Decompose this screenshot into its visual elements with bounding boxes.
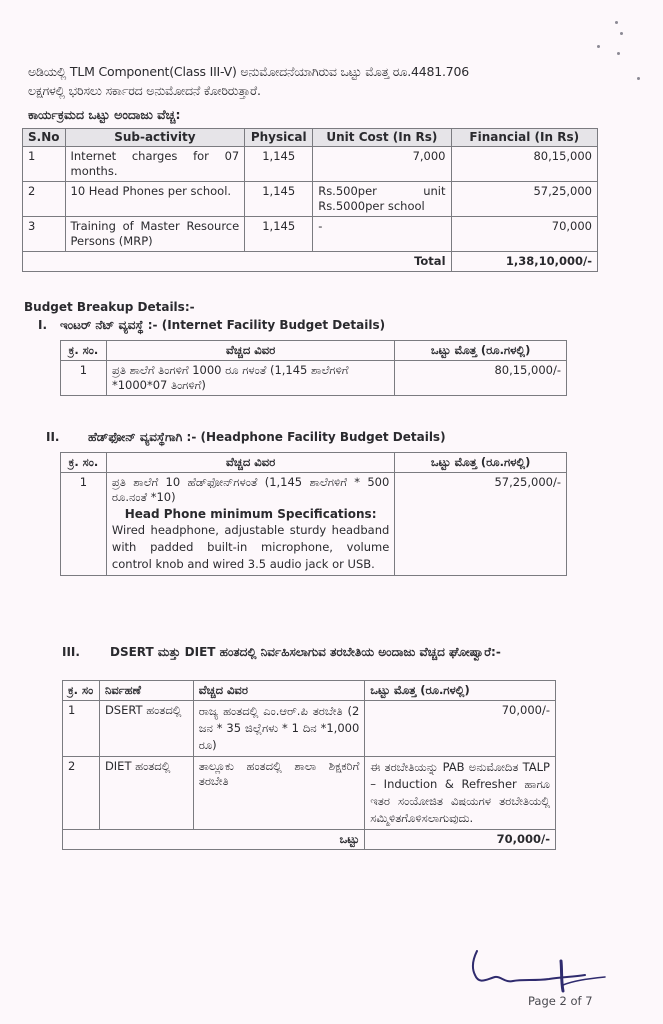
cell-amount: 70,000/- (365, 701, 556, 757)
training-header-row (63, 681, 556, 701)
cell-sno: 1 (63, 701, 100, 757)
table-row (63, 701, 556, 757)
table-row (23, 147, 598, 182)
cell-physical: 1,145 (245, 217, 313, 252)
total-label: Total (23, 252, 452, 272)
col-header-sub-activity: Sub-activity (65, 129, 245, 147)
table-row (23, 182, 598, 217)
page-number: Page 2 of 7 (528, 994, 593, 1008)
summary-table (22, 128, 598, 272)
col-header-amount: ಒಟ್ಟು ಮೊತ್ತ (ರೂ.ಗಳಲ್ಲಿ) (395, 453, 567, 473)
table-row (61, 473, 567, 576)
headphone-header-row (61, 453, 567, 473)
spec-title: Head Phone minimum Specifications: (124, 507, 377, 521)
table-row (61, 361, 567, 396)
section-ii-title: ಹೆಡ್‌ಫೋನ್ ವ್ಯವಸ್ಥೆಗಾಗಿ :- (Headphone Facility Budget Details) (88, 430, 446, 444)
cell-amount: 80,15,000/- (395, 361, 567, 396)
headphone-budget-table (60, 452, 567, 576)
table-row (23, 217, 598, 252)
section-i-numeral: I. (38, 318, 48, 332)
cell-agency: DSERT ಹಂತದಲ್ಲಿ (99, 701, 193, 757)
section-i-title: ಇಂಟರ್ ನೆಟ್ ವ್ಯವಸ್ಥೆ :- (Internet Facility Budget Details) (60, 318, 386, 332)
cell-sno: 1 (61, 361, 107, 396)
cell-detail: ಪ್ರತಿ ಶಾಲೆಗೆ ತಿಂಗಳಿಗೆ 1000 ರೂ ಗಳಂತೆ (1,145 ಶಾಲೆಗಳಿಗೆ *1000*07 ತಿಂಗಳಿಗೆ) (106, 361, 394, 396)
table-row (63, 757, 556, 830)
col-header-sno: S.No (23, 129, 66, 147)
cell-detail (106, 473, 394, 576)
col-header-sno: ಕ್ರ. ಸಂ. (61, 453, 107, 473)
summary-heading: ಕಾರ್ಯಕ್ರಮದ ಒಟ್ಟು ಅಂದಾಜು ವೆಚ್ಚ: (28, 107, 181, 122)
col-header-amount: ಒಟ್ಟು ಮೊತ್ತ (ರೂ.ಗಳಲ್ಲಿ) (395, 341, 567, 361)
budget-breakup-heading: Budget Breakup Details:- (24, 300, 195, 314)
cell-agency: DIET ಹಂತದಲ್ಲಿ (99, 757, 193, 830)
col-header-sno: ಕ್ರ. ಸಂ. (61, 341, 107, 361)
section-iii-numeral: III. (62, 645, 80, 659)
cell-sno: 2 (63, 757, 100, 830)
col-header-sno: ಕ್ರ. ಸಂ (63, 681, 100, 701)
total-value: 1,38,10,000/- (451, 252, 597, 272)
internet-budget-table (60, 340, 567, 396)
col-header-detail: ವೆಚ್ಚದ ವಿವರ (193, 681, 365, 701)
cell-unit-cost: - (313, 217, 451, 252)
col-header-amount: ಒಟ್ಟು ಮೊತ್ತ (ರೂ.ಗಳಲ್ಲಿ) (365, 681, 556, 701)
intro-paragraph (28, 62, 638, 100)
total-row (23, 252, 598, 272)
cell-physical: 1,145 (245, 182, 313, 217)
total-value: 70,000/- (365, 830, 556, 850)
total-row (63, 830, 556, 850)
cell-activity: Training of Master Resource Persons (MRP) (65, 217, 245, 252)
signature-icon (465, 945, 625, 995)
cell-financial: 70,000 (451, 217, 597, 252)
cell-sno: 3 (23, 217, 66, 252)
cell-activity: Internet charges for 07 months. (65, 147, 245, 182)
cell-unit-cost: 7,000 (313, 147, 451, 182)
cell-detail: ತಾಲ್ಲೂಕು ಹಂತದಲ್ಲಿ ಶಾಲಾ ಶಿಕ್ಷಕರಿಗೆ ತರಬೇತಿ (193, 757, 365, 830)
cell-sno: 1 (61, 473, 107, 576)
cell-financial: 80,15,000 (451, 147, 597, 182)
cell-physical: 1,145 (245, 147, 313, 182)
cell-detail: ರಾಜ್ಯ ಹಂತದಲ್ಲಿ ಎಂ.ಆರ್.ಪಿ ತರಬೇತಿ (2 ಜನ * 35 ಜಿಲ್ಲೆಗಳು * 1 ದಿನ *1,000 ರೂ) (193, 701, 365, 757)
col-header-physical: Physical (245, 129, 313, 147)
cell-sno: 1 (23, 147, 66, 182)
cell-activity: 10 Head Phones per school. (65, 182, 245, 217)
section-iii-title: DSERT ಮತ್ತು DIET ಹಂತದಲ್ಲಿ ನಿರ್ವಹಿಸಲಾಗುವ ತರಬೇತಿಯ ಅಂದಾಜು ವೆಚ್ಚದ ಘೋಷ್ವಾರೆ:- (110, 645, 501, 659)
col-header-detail: ವೆಚ್ಚದ ವಿವರ (106, 453, 394, 473)
training-budget-table (62, 680, 556, 850)
col-header-unit-cost: Unit Cost (In Rs) (313, 129, 451, 147)
cell-sno: 2 (23, 182, 66, 217)
headphone-detail-text: ಪ್ರತಿ ಶಾಲೆಗೆ 10 ಹೆಡ್‌ಫೋನ್‌ಗಳಂತೆ (1,145 ಶಾಲೆಗಳಿಗೆ * 500 ರೂ.ನಂತೆ *10) (111, 475, 390, 504)
cell-amount: 57,25,000/- (395, 473, 567, 576)
spec-text: Wired headphone, adjustable sturdy headband with padded built-in microphone, volume control knob and wired 3.5 audio jack or USB. (111, 523, 390, 571)
cell-unit-cost: Rs.500per unit Rs.5000per school (313, 182, 451, 217)
intro-line-1: ಅಡಿಯಲ್ಲಿ TLM Component(Class III-V) ಅನುಮೋದನೆಯಾಗಿರುವ ಒಟ್ಟು ಮೊತ್ತ ರೂ.4481.706 (28, 64, 470, 79)
internet-header-row (61, 341, 567, 361)
col-header-detail: ವೆಚ್ಚದ ವಿವರ (106, 341, 394, 361)
section-ii-numeral: II. (46, 430, 60, 444)
intro-line-2: ಲಕ್ಷಗಳಲ್ಲಿ ಭರಿಸಲು ಸರ್ಕಾರದ ಅನುಮೋದನೆ ಕೋರಿರುತ್ತಾರೆ. (28, 83, 261, 98)
cell-amount: ಈ ತರಬೇತಿಯನ್ನು PAB ಅನುಮೋದಿತ TALP – Induction & Refresher ಹಾಗೂ ಇತರ ಸಂಯೋಜಿತ ವಿಷಯಗಳ ತರಬೇತಿಯಲ್ಲಿ ಸಮ್ಮಿಳಿತಗೊಳಿಸಲಾಗುವುದು. (365, 757, 556, 830)
cell-financial: 57,25,000 (451, 182, 597, 217)
col-header-agency: ನಿರ್ವಹಣೆ (99, 681, 193, 701)
total-label: ಒಟ್ಟು (63, 830, 365, 850)
summary-header-row (23, 129, 598, 147)
col-header-financial: Financial (In Rs) (451, 129, 597, 147)
